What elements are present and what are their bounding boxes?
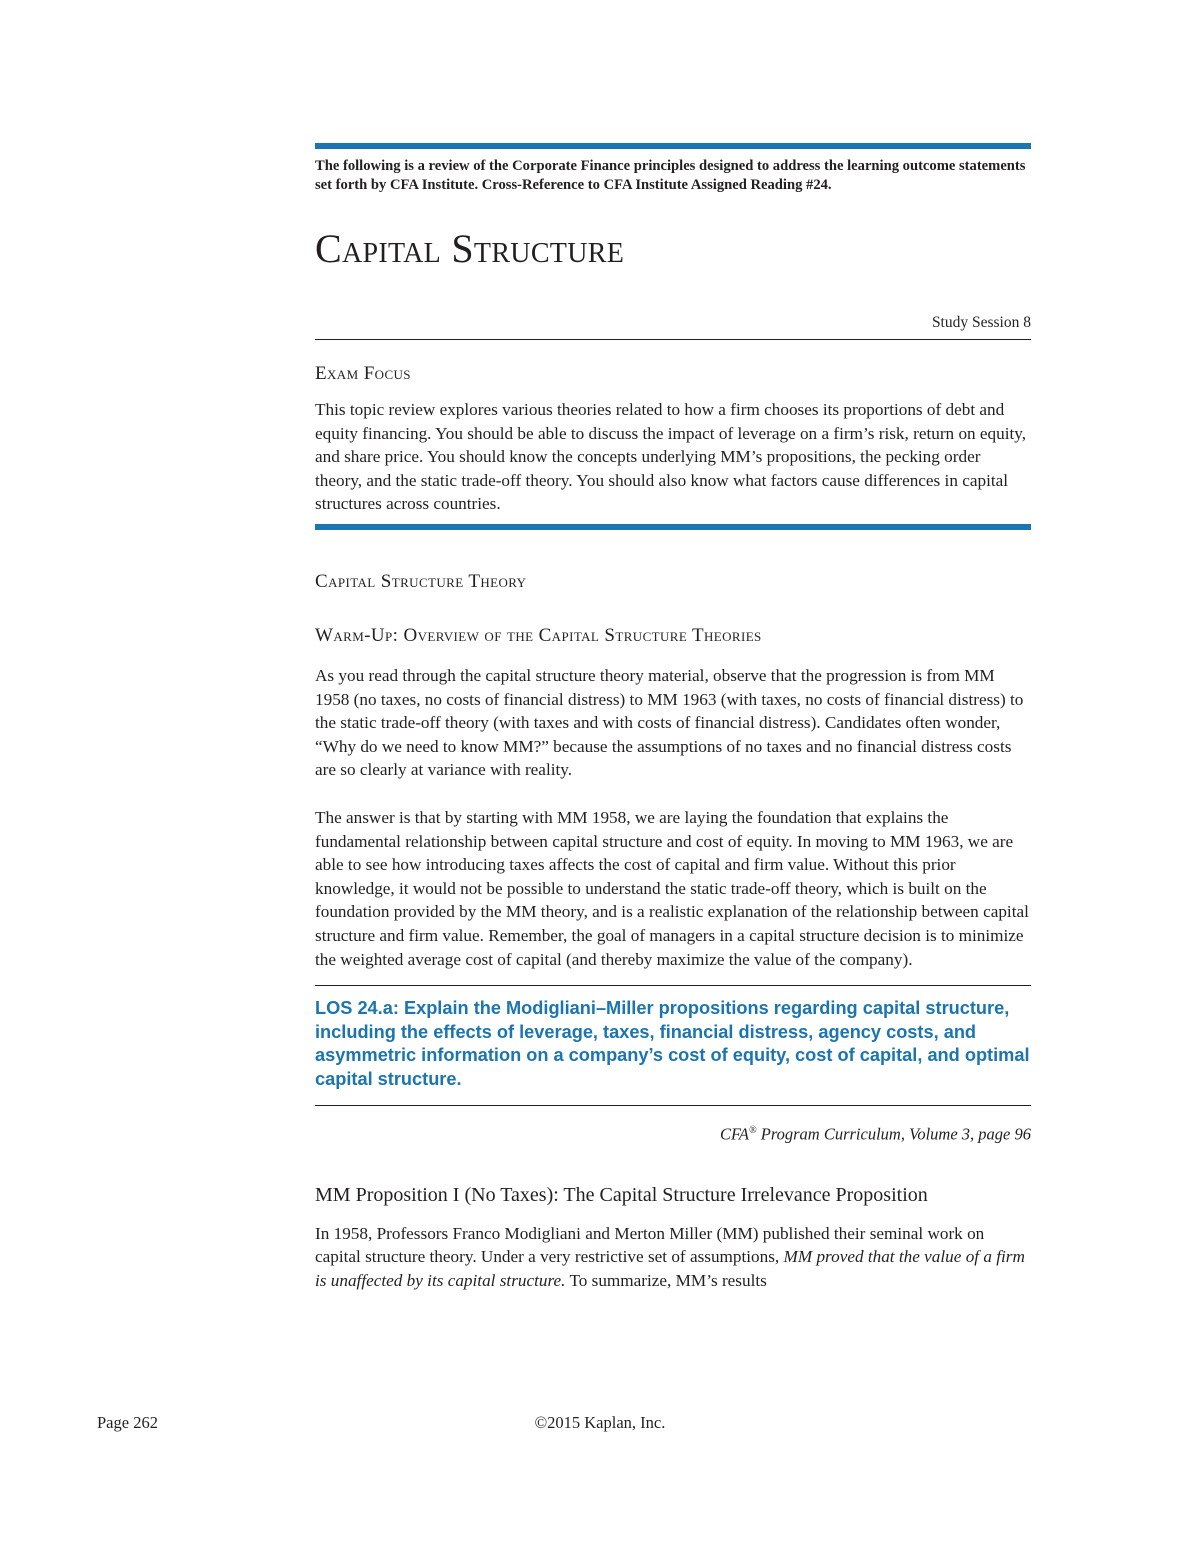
curriculum-ref-prefix: CFA: [719, 1124, 749, 1144]
session-rule: [315, 339, 1031, 340]
exam-focus-heading: Exam Focus: [315, 363, 411, 384]
warmup-paragraph-2: The answer is that by starting with MM 1958, we are laying the foundation that explains the fundamental relationship between capital structure and cost of equity. In moving to MM 1963, we are able to see how introducing taxes affects the cost of capital and firm value. Without this prior knowledge, it would not be possible to understand the static trade-off theory, which is built on the foundation provided by the MM theory, and is a realistic explanation of the relationship between capital structure and firm value. Remember, the goal of managers in a capital structure decision is to minimize the weighted average cost of capital (and thereby maximize the value of the company).: [315, 807, 1029, 969]
exam-focus-body: This topic review explores various theories related to how a firm chooses its proportions of debt and equity financing. You should be able to discuss the impact of leverage on a firm’s risk, return on equity, and share price. You should know the concepts underlying MM’s propositions, the pecking order theory, and the static trade-off theory. You should also know what factors cause differences in capital structures across countries.: [315, 400, 1027, 514]
mm-prop-1-text-end: To summarize, MM’s results: [565, 1270, 767, 1290]
warmup-heading: Warm-Up: Overview of the Capital Structure Theories: [315, 624, 762, 646]
study-session: Study Session 8: [931, 314, 1031, 331]
los-statement: LOS 24.a: Explain the Modigliani–Miller propositions regarding capital structure, including the effects of leverage, taxes, financial distress, agency costs, and asymmetric information on a company’s cost of equity, cost of capital, and optimal capital structure.: [315, 998, 1030, 1089]
footer-copyright: ©2015 Kaplan, Inc.: [534, 1413, 666, 1432]
curriculum-ref-suffix: Program Curriculum, Volume 3, page 96: [756, 1124, 1031, 1144]
mm-prop-1-heading: MM Proposition I (No Taxes): The Capital Structure Irrelevance Proposition: [315, 1183, 928, 1206]
registered-mark: ®: [749, 1125, 757, 1137]
mm-prop-1-body: [315, 1222, 1031, 1293]
warmup-paragraph-1: As you read through the capital structure theory material, observe that the progression is from MM 1958 (no taxes, no costs of financial distress) to MM 1963 (with taxes, no costs of financial distress) to the static trade-off theory (with taxes and with costs of financial distress). Candidates often wonder, “Why do we need to know MM?” because the assumptions of no taxes and no financial distress costs are so clearly at variance with reality.: [315, 665, 1024, 780]
header-rule: [315, 143, 1031, 149]
mm-prop-1-text-start: In 1958, Professors Franco Modigliani and Merton Miller (MM) published their seminal work on capital structure theory. Under a very restrictive set of assumptions,: [315, 1223, 985, 1267]
los-top-rule: [315, 985, 1031, 986]
mm-prop-1-emphasis: MM proved that the value of a firm is unaffected by its capital structure.: [315, 1247, 1025, 1290]
intro-statement: The following is a review of the Corporate Finance principles designed to address the learning outcome statements set forth by CFA Institute. Cross-Reference to CFA Institute Assigned Reading #24.: [315, 158, 1026, 193]
capital-structure-theory-heading: Capital Structure Theory: [315, 570, 527, 592]
footer-page-number: Page 262: [97, 1413, 158, 1432]
page-content: [315, 143, 1031, 1292]
exam-focus-rule: [315, 524, 1031, 530]
chapter-title: Capital Structure: [315, 226, 625, 271]
curriculum-reference: [315, 1120, 1031, 1146]
los-bottom-rule: [315, 1105, 1031, 1106]
